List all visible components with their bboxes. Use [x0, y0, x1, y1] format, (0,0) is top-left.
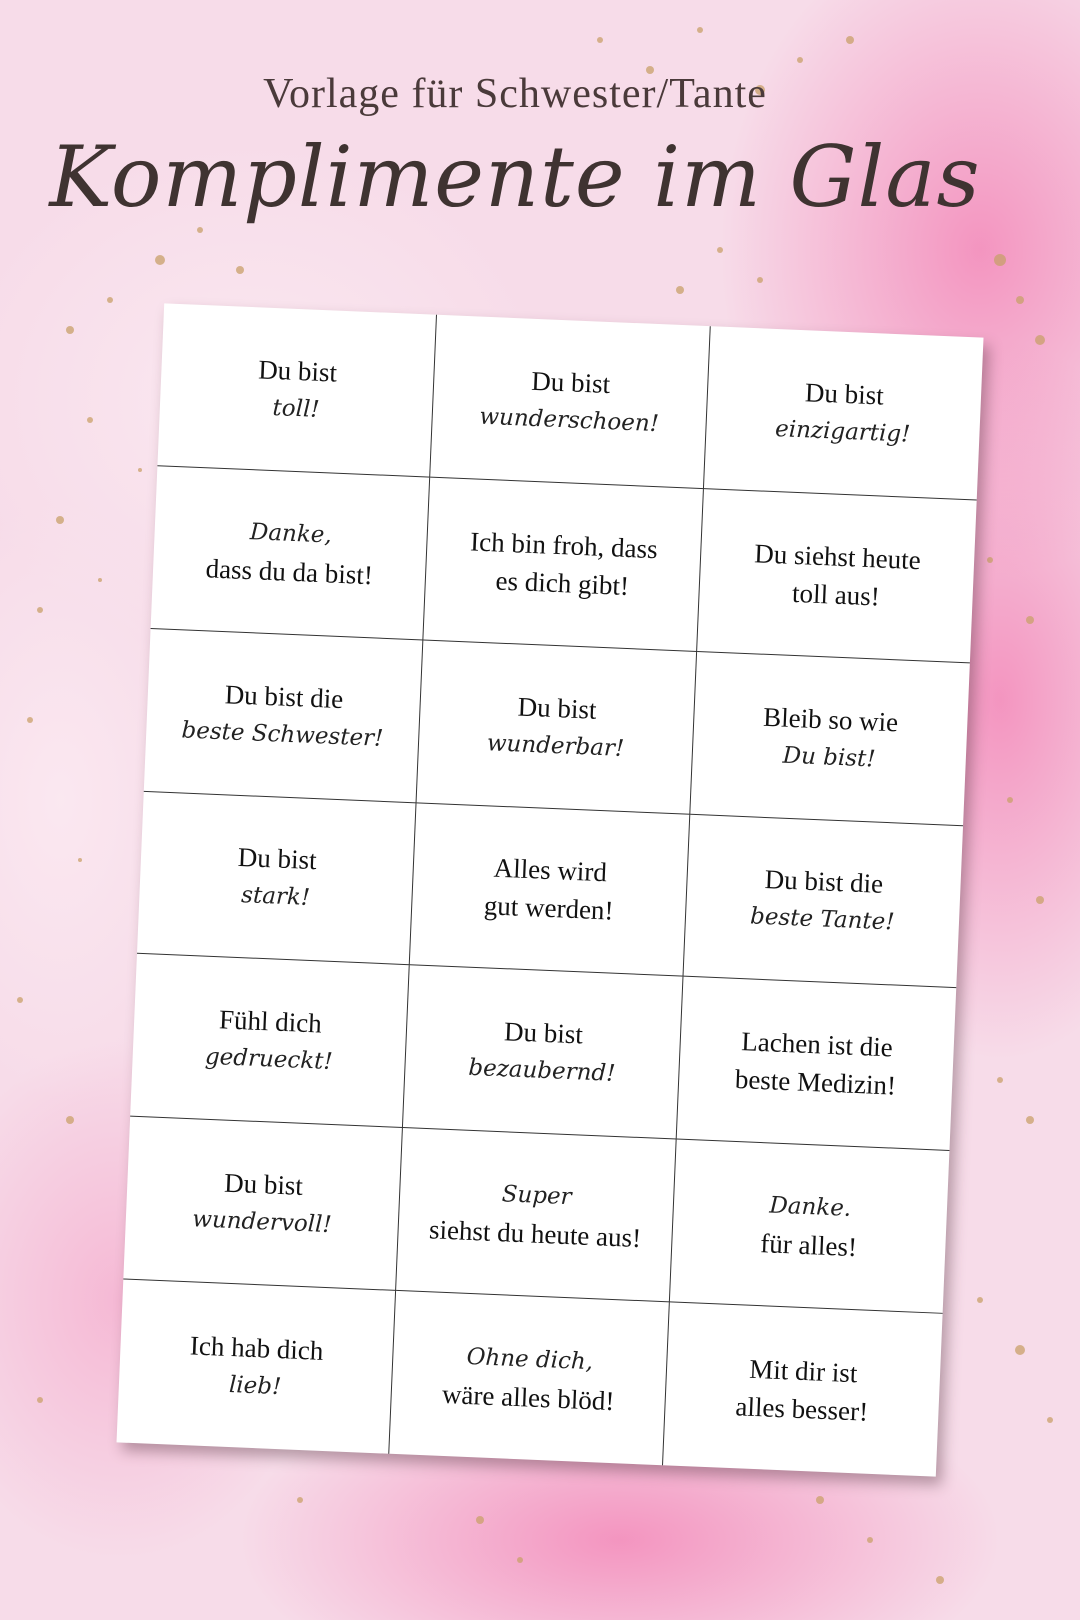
compliment-card — [697, 489, 977, 663]
card-line-2: lieb! — [228, 1371, 282, 1400]
compliment-card — [123, 1117, 403, 1291]
card-line-2: wäre alles blöd! — [441, 1378, 616, 1416]
card-line-2: wundervoll! — [191, 1206, 333, 1239]
card-line-1: Lachen ist die — [740, 1026, 894, 1063]
compliment-card — [424, 477, 704, 651]
card-line-1: Fühl dich — [218, 1004, 323, 1039]
subtitle: Vorlage für Schwester/Tante — [263, 71, 767, 117]
card-line-1: Du bist die — [764, 864, 884, 900]
compliment-card — [669, 1140, 949, 1314]
compliment-card — [683, 814, 963, 988]
compliment-card — [157, 303, 437, 477]
card-line-1: Du bist — [530, 365, 611, 399]
compliment-card — [130, 954, 410, 1128]
card-line-1: Danke, — [249, 518, 333, 549]
card-line-2: siehst du heute aus! — [428, 1214, 642, 1254]
compliment-card — [396, 1128, 676, 1302]
card-line-1: Alles wird — [493, 853, 608, 888]
card-line-1: Du bist — [223, 1167, 304, 1202]
card-line-1: Mit dir ist — [748, 1353, 859, 1388]
compliment-card — [116, 1280, 396, 1454]
card-line-2: bezaubernd! — [467, 1055, 616, 1088]
card-line-2: gut werden! — [483, 890, 615, 927]
card-line-1: Du bist die — [224, 678, 344, 714]
card-line-2: beste Schwester! — [181, 717, 384, 752]
card-line-1: Ich hab dich — [189, 1329, 325, 1366]
card-line-1: Du bist — [257, 354, 338, 388]
card-line-1: Danke. — [768, 1192, 852, 1223]
card-line-2: dass du da bist! — [205, 553, 374, 591]
compliment-card — [430, 315, 710, 489]
compliment-card — [704, 326, 984, 500]
card-line-1: Ich bin froh, dass — [469, 526, 659, 564]
card-line-2: stark! — [240, 882, 311, 912]
card-line-1: Du bist — [517, 691, 598, 725]
card-line-2: beste Medizin! — [734, 1064, 897, 1101]
compliment-card — [403, 966, 683, 1140]
card-line-2: für alles! — [759, 1228, 858, 1263]
card-line-2: es dich gibt! — [495, 565, 630, 601]
compliment-card — [137, 791, 417, 965]
compliment-card — [663, 1303, 943, 1477]
card-line-1: Du bist — [237, 842, 318, 876]
compliment-card — [676, 977, 956, 1151]
card-line-2: wunderschoen! — [478, 403, 660, 438]
card-line-1: Du siehst heute — [753, 538, 922, 575]
card-line-2: toll! — [272, 394, 321, 423]
compliment-card — [390, 1291, 670, 1465]
card-line-2: einzigartig! — [774, 415, 911, 448]
card-line-2: toll aus! — [791, 577, 881, 612]
compliment-card — [151, 466, 431, 640]
card-line-1: Ohne dich, — [466, 1343, 594, 1375]
compliment-card — [417, 640, 697, 814]
compliment-sheet — [116, 303, 983, 1476]
card-line-1: Super — [501, 1181, 573, 1211]
card-line-2: Du bist! — [782, 742, 877, 773]
card-line-1: Du bist — [804, 377, 885, 411]
compliment-card — [144, 629, 424, 803]
page-title: Komplimente im Glas — [49, 128, 981, 226]
card-line-2: gedrueckt! — [204, 1044, 334, 1076]
card-line-2: wunderbar! — [486, 729, 625, 762]
card-line-1: Bleib so wie — [762, 701, 899, 738]
compliment-card — [690, 652, 970, 826]
card-line-2: beste Tante! — [749, 903, 896, 936]
compliment-card — [410, 803, 690, 977]
card-line-2: alles besser! — [734, 1390, 869, 1427]
card-line-1: Du bist — [503, 1016, 584, 1050]
